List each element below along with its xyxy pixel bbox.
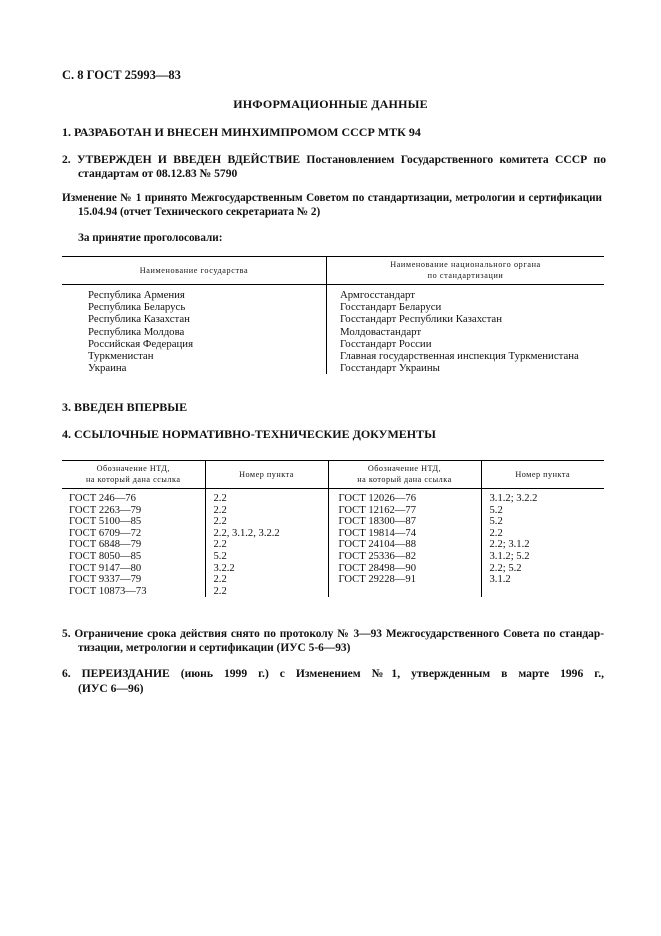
page-title: ИНФОРМАЦИОННЫЕ ДАННЫЕ — [233, 97, 428, 111]
clause-cell: 2.2 — [205, 586, 328, 598]
references-table-header — [62, 461, 604, 489]
section-3: 3. ВВЕДЕН ВПЕРВЫЕ — [62, 400, 188, 414]
clause-cell: 2.2, 3.1.2, 3.2.2 — [205, 528, 328, 540]
table-row — [62, 505, 604, 517]
table-row — [62, 586, 604, 598]
doc-cell: ГОСТ 10873—73 — [62, 586, 205, 598]
table-row — [62, 338, 604, 350]
doc-cell: ГОСТ 12026—76 — [328, 489, 481, 505]
clause-cell: 5.2 — [489, 516, 503, 528]
doc-cell: ГОСТ 5100—85 — [62, 516, 205, 528]
clause-cell: 2.2 — [205, 505, 328, 517]
col-clause-number-1: Номер пункта — [205, 461, 328, 489]
body-cell: Госстандарт Беларуси — [340, 301, 442, 314]
doc-cell: ГОСТ 25336—82 — [328, 551, 481, 563]
doc-cell: ГОСТ 24104—88 — [328, 539, 481, 551]
states-table — [62, 256, 604, 374]
change-note-line-1: Изменение № 1 принято Межгосударственным Советом по стандартизации, метрологии и сертификации — [62, 192, 602, 204]
table-row — [62, 489, 604, 505]
state-cell: Украина — [62, 362, 327, 374]
clause-cell: 2.2 — [489, 527, 503, 539]
body-cell: Госстандарт России — [340, 337, 432, 350]
page-header: С. 8 ГОСТ 25993—83 — [62, 68, 181, 82]
voted-label: За принятие проголосовали: — [78, 232, 223, 244]
section-6-line-2: (ИУС 6—96) — [78, 682, 144, 695]
clause-cell: 5.2 — [205, 551, 328, 563]
clause-cell: 3.1.2 — [489, 574, 511, 586]
table-row — [62, 362, 604, 374]
col-doc-designation-1 — [62, 461, 205, 489]
body-cell: Армгосстандарт — [340, 289, 415, 301]
doc-cell — [328, 586, 481, 598]
table-row — [62, 563, 604, 575]
clause-cell: 2.2 — [205, 574, 328, 586]
body-cell: Госстандарт Республики Казахстан — [340, 313, 502, 326]
doc-cell: ГОСТ 6709—72 — [62, 528, 205, 540]
doc-cell: ГОСТ 9337—79 — [62, 574, 205, 586]
doc-cell: ГОСТ 9147—80 — [62, 563, 205, 575]
col-doc-designation-1-line-1: Обозначение НТД, — [96, 464, 170, 473]
clause-cell: 5.2 — [489, 504, 503, 516]
section-5-line-1: 5. Ограничение срока действия снято по протоколу № 3—93 Межгосударственного Совета по стандар- — [62, 628, 604, 640]
doc-cell: ГОСТ 6848—79 — [62, 539, 205, 551]
clause-cell: 3.2.2 — [205, 563, 328, 575]
clause-cell: 2.2 — [205, 489, 328, 505]
doc-cell: ГОСТ 29228—91 — [328, 574, 481, 586]
table-row — [62, 539, 604, 551]
state-cell: Туркменистан — [62, 350, 327, 362]
state-cell: Российская Федерация — [62, 338, 327, 350]
state-cell: Республика Беларусь — [62, 301, 327, 313]
clause-cell — [481, 586, 604, 598]
col-doc-designation-2-line-1: Обозначение НТД, — [367, 464, 442, 473]
col-doc-designation-1-line-2: на который дана ссылка — [86, 475, 181, 484]
section-5-line-2: тизации, метрологии и сертификации (ИУС 5-6—93) — [78, 642, 351, 654]
doc-cell: ГОСТ 8050—85 — [62, 551, 205, 563]
col-standards-body-line-2: по стандартизации — [427, 271, 504, 280]
clause-cell: 2.2 — [205, 539, 328, 551]
doc-cell: ГОСТ 2263—79 — [62, 505, 205, 517]
clause-cell: 2.2; 5.2 — [489, 562, 522, 574]
table-row — [62, 516, 604, 528]
table-row — [62, 326, 604, 338]
references-table — [62, 460, 604, 597]
col-standards-body-line-1: Наименование национального органа — [390, 260, 541, 269]
col-standards-body — [327, 257, 605, 285]
clause-cell: 3.1.2; 3.2.2 — [489, 493, 538, 504]
doc-cell: ГОСТ 246—76 — [62, 489, 205, 505]
table-row — [62, 574, 604, 586]
body-cell: Госстандарт Украины — [340, 362, 440, 375]
col-doc-designation-2-line-2: на который дана ссылка — [357, 475, 452, 484]
section-4: 4. ССЫЛОЧНЫЕ НОРМАТИВНО-ТЕХНИЧЕСКИЕ ДОКУМЕНТЫ — [62, 427, 436, 441]
col-state-name: Наименование государства — [62, 257, 327, 285]
col-clause-number-2: Номер пункта — [481, 461, 604, 489]
body-cell: Молдовастандарт — [340, 325, 422, 338]
section-2-line-1: 2. УТВЕРЖДЕН И ВВЕДЕН ВДЕЙСТВИЕ Постановлением Государственного комитета СССР по — [62, 153, 606, 166]
clause-cell: 2.2; 3.1.2 — [489, 539, 530, 551]
state-cell: Республика Казахстан — [62, 313, 327, 325]
state-cell: Республика Армения — [62, 285, 327, 302]
doc-cell: ГОСТ 18300—87 — [328, 516, 481, 528]
change-note-line-2: 15.04.94 (отчет Технического секретариата № 2) — [78, 206, 321, 218]
section-1: 1. РАЗРАБОТАН И ВНЕСЕН МИНХИМПРОМОМ СССР МТК 94 — [62, 125, 421, 139]
section-2-line-2: стандартам от 08.12.83 № 5790 — [78, 167, 238, 180]
state-cell: Республика Молдова — [62, 326, 327, 338]
doc-cell: ГОСТ 28498—90 — [328, 563, 481, 575]
table-row — [62, 285, 604, 302]
col-doc-designation-2 — [328, 461, 481, 489]
doc-cell: ГОСТ 19814—74 — [328, 528, 481, 540]
table-row — [62, 528, 604, 540]
table-row — [62, 350, 604, 362]
clause-cell: 3.1.2; 5.2 — [489, 550, 530, 562]
table-row — [62, 551, 604, 563]
states-table-header — [62, 257, 604, 285]
table-row — [62, 301, 604, 313]
clause-cell: 2.2 — [205, 516, 328, 528]
section-6-line-1: 6. ПЕРЕИЗДАНИЕ (июнь 1999 г.) с Изменением №1, утвержденным в марте 1996 г., — [62, 667, 604, 680]
table-row — [62, 313, 604, 325]
doc-cell: ГОСТ 12162—77 — [328, 505, 481, 517]
body-cell: Главная государственная инспекция Туркменистана — [340, 350, 579, 363]
